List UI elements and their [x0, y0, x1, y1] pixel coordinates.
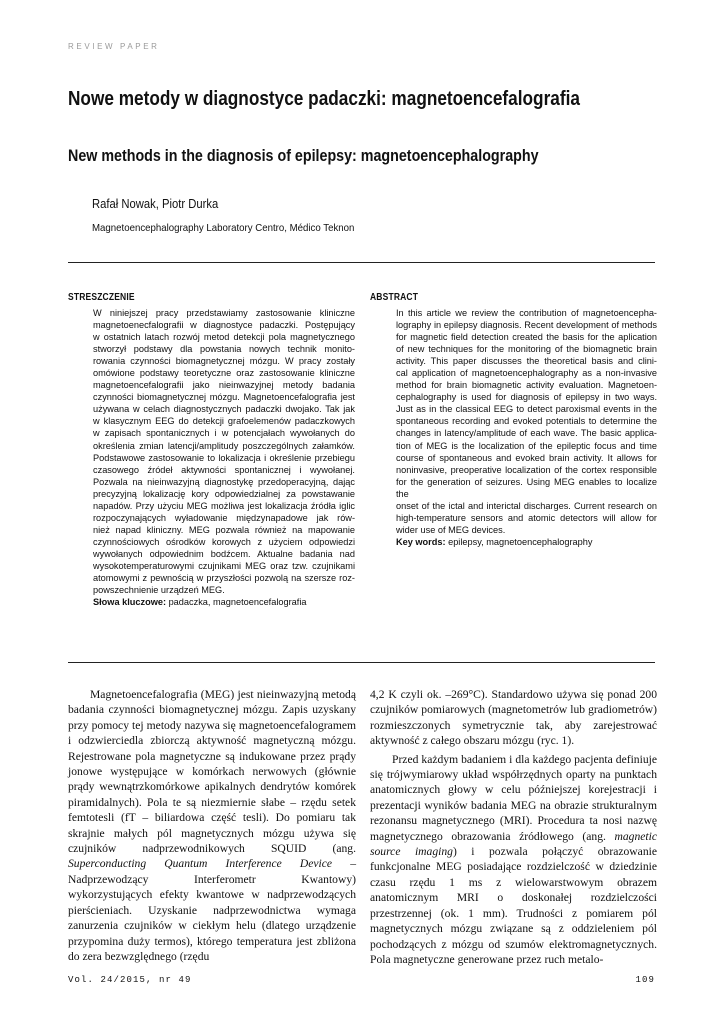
abstract-lines — [396, 307, 657, 536]
title-polish: Nowe metody w diagnostyce padaczki: magnetoencefalografia — [68, 87, 580, 110]
keywords-pl: padaczka, magnetoencefalografia — [166, 597, 307, 608]
abstract-line: for magnetic field detection created the basis for the aplication — [396, 332, 657, 343]
abstract-line: rozpoczynających wyładowanie międzynapadowe jak rów- — [93, 512, 355, 523]
streszczenie-text — [93, 307, 355, 608]
abstract-line: high-temperature sensors and atomic detectors will allow for — [396, 512, 657, 523]
abstract-line: w ostatnich latach rozwój metod detekcji pola magnetycznego — [93, 332, 355, 343]
abstract-line: magnetoencefalografii jako nieinwazyjnej metody badania — [93, 380, 355, 391]
keywords-label-pl: Słowa kluczowe: — [93, 597, 167, 608]
abstract-line: wider use of MEG devices. — [396, 524, 506, 535]
abstract-line: czasowego źródeł aktywności spontanicznej i wywołanej. — [93, 464, 355, 475]
abstract-line: onset of the ictal and interictal discharges. Current research on — [396, 500, 657, 511]
abstract-heading: ABSTRACT — [370, 292, 419, 303]
abstract-line: precyzyjną lokalizację kory odpowiedzialnej za powstawanie — [93, 488, 355, 499]
abstract-line: Podstawowe zastosowanie to lokalizacja i określenie przebiegu — [93, 452, 355, 463]
abstract-line: noninvasive, preoperative localization of the cortex responsible — [396, 464, 657, 475]
abstract-line: stworzył podstawy dla powstania nowych technik monito- — [93, 344, 355, 355]
bottom-divider — [68, 662, 655, 663]
authors: Rafał Nowak, Piotr Durka — [92, 197, 219, 211]
abstract-line: rowania czynności biomagnetycznej mózgu. W pracy zostały — [93, 356, 355, 367]
keywords-label-en: Key words: — [396, 536, 446, 547]
abstract-line: In this article we review the contribution of magnetoencepha- — [396, 308, 657, 318]
abstract-line: wywołanych odpowiednim bodźcem. Aktualne badania nad — [93, 548, 355, 559]
body-text: – Nadprzewodzący Interferometr Kwantowy) wykorzystujących efekty kwantowe w nadprzewodzących pierścieniach. Uzyskanie nadprzewodnictwa wymaga zanurzenia czujników w ciekłym helu (dlatego urządzenie przypomina duży termos), którego temperatura jest zbliżona do zera bezwzględnego (rzędu — [68, 857, 356, 963]
abstract-line: activity. This paper discusses the theoretical basis and clini- — [396, 356, 657, 367]
body-paragraph — [370, 752, 657, 968]
abstract-text — [396, 307, 657, 548]
abstract-line: w zapisach spontanicznych i w potencjałach wywołanych do — [93, 428, 355, 439]
top-divider — [68, 262, 655, 263]
abstract-line: cephalography is used for diagnosis of epilepsy in two ways. — [396, 392, 657, 403]
body-paragraph — [68, 687, 356, 964]
abstract-line: w klasycznym EEG do detekcji grafoelemenów padaczkowych — [93, 416, 355, 427]
abstract-line: lography in epilepsy diagnosis. Recent development of methods — [396, 320, 657, 331]
body-column-right — [370, 687, 657, 967]
title-english: New methods in the diagnosis of epilepsy: magnetoencephalography — [68, 146, 539, 165]
abstract-line: omówione podstawy teoretyczne oraz zastosowanie kliniczne — [93, 368, 355, 379]
abstract-line: powszechnienie urządzeń MEG. — [93, 585, 225, 596]
abstract-line: nież napad kliniczny. MEG pozwala również na mapowanie — [93, 524, 355, 535]
abstract-line: atomowymi z pewnością w przyszłości pozwolą na szersze roz- — [93, 573, 355, 584]
body-column-left — [68, 687, 356, 964]
abstract-line: czynnościowych ośrodków korowych z użyciem odpowiedzi — [93, 536, 355, 547]
abstract-line: tion of MEG is the localization of the epileptic focus and time — [396, 440, 657, 451]
abstract-line: for the generation of seizures. Using MEG enables to localize the — [396, 476, 657, 499]
body-text: Przed każdym badaniem i dla każdego pacjenta definiuje się trójwymiarowy układ współrzędnych oparty na punktach anatomicznych głowy w celu późniejszej korejestracji i prezentacji wyników badania MEG na obrazie strukturalnym rezonansu magnetycznego (MRI). Procedura ta nosi nazwę magnetycznego obrazowania źródłowego (ang. — [370, 752, 657, 843]
abstract-line: Pozwala na nieinwazyjną diagnostykę przedoperacyjną, dając — [93, 476, 355, 487]
abstract-line: napadów. Przy użyciu MEG możliwa jest lokalizacja źródła iglic — [93, 500, 355, 511]
page-number: 109 — [635, 975, 655, 985]
abstract-line: czynności biomagnetycznej mózgu. Magnetoencefalografia jest — [93, 392, 355, 403]
abstract-line: changes in latency/amplitude of each wave. The basic applica- — [396, 428, 657, 439]
body-paragraph: 4,2 K czyli ok. –269°C). Standardowo używa się ponad 200 czujników pomiarowych (magnetometrów lub gradiometrów) rozmieszczonych symetrycznie tak, aby zarejestrować aktywność z całego obszaru mózgu (ryc. 1). — [370, 688, 657, 748]
abstract-line: wysokotemperaturowymi czujnikami MEG oraz tzw. czujnikami — [93, 560, 355, 571]
abstract-line: of new techniques for the monitoring of the biomagnetic brain — [396, 344, 657, 355]
journal-volume: Vol. 24/2015, nr 49 — [68, 975, 192, 985]
affiliation: Magnetoencephalography Laboratory Centro, Médico Teknon — [92, 222, 355, 234]
keywords-en: epilepsy, magnetoencephalography — [445, 536, 593, 547]
abstract-keywords — [396, 536, 657, 548]
streszczenie-lines — [93, 307, 355, 596]
body-text: ) i pozwala połączyć obrazowanie funkcjonalne MEG posiadające rozdzielczość w dziedzinie czasu rzędu 1 ms z wielowarstwowym obrazem anatomicznym MRI o doskonałej rozdzielczości przestrzennej (ok. 1 mm). Trudności z pomiarem pól magnetycznych mózgu związane są z oddzieleniem pól pochodzących z mózgu od szumów elektromagnetycznych. Pola magnetyczne generowane przez ruch metalo- — [370, 845, 657, 966]
abstract-line: course of spontaneous and evoked brain activity. It allows for — [396, 452, 657, 463]
abstract-line: W niniejszej pracy przedstawiamy zastosowanie kliniczne — [93, 308, 355, 318]
body-italic-term: Superconducting Quantum Interference Device — [68, 857, 333, 871]
streszczenie-keywords — [93, 596, 355, 608]
abstract-line: method for brain biomagnetic activity evaluation. Magnetoen- — [396, 380, 657, 391]
abstract-line: spontaneous recording and evoked potentials to determine the — [396, 416, 657, 427]
streszczenie-heading: STRESZCZENIE — [68, 292, 135, 303]
abstract-line: używana w celach diagnostycznych padaczki dwojako. Tak jak — [93, 404, 355, 415]
abstract-line: magnetoenecfalografii w diagnostyce padaczki. Postępujący — [93, 320, 355, 331]
body-text: Magnetoencefalografia (MEG) jest nieinwazyjną metodą badania czynności biomagnetycznej mózgu. Zapis uzyskany przy pomocy tej metody nazywa się magnetoencefalogramem i odzwierciedla zbiorczą aktywność magnetyczną mózgu. Rejestrowane pola magnetyczne są indukowane przez prądy jonowe występujące w komórkach nerwowych (głównie prądy wewnątrzkomórkowe apikalnych dendrytów komórek piramidalnych). Pola te są niezmiernie słabe – rzędu setek femtotesli (fT – biliardowa część tesli). Do pomiaru tak skrajnie małych pól magnetycznych mózgu używa się czujników nadprzewodnikowych SQUID (ang. — [68, 688, 356, 856]
abstract-line: Just as in the classical EEG to detect paroxismal events in the — [396, 404, 657, 415]
abstract-line: określenia zmian latencji/amplitudy poszczególnych załamków. — [93, 440, 355, 451]
body-italic-term: magnetic source imaging — [370, 829, 657, 859]
abstract-line: cal application of magnetoencephalography as a non-invasive — [396, 368, 657, 379]
article-type-label: REVIEW PAPER — [68, 42, 160, 51]
